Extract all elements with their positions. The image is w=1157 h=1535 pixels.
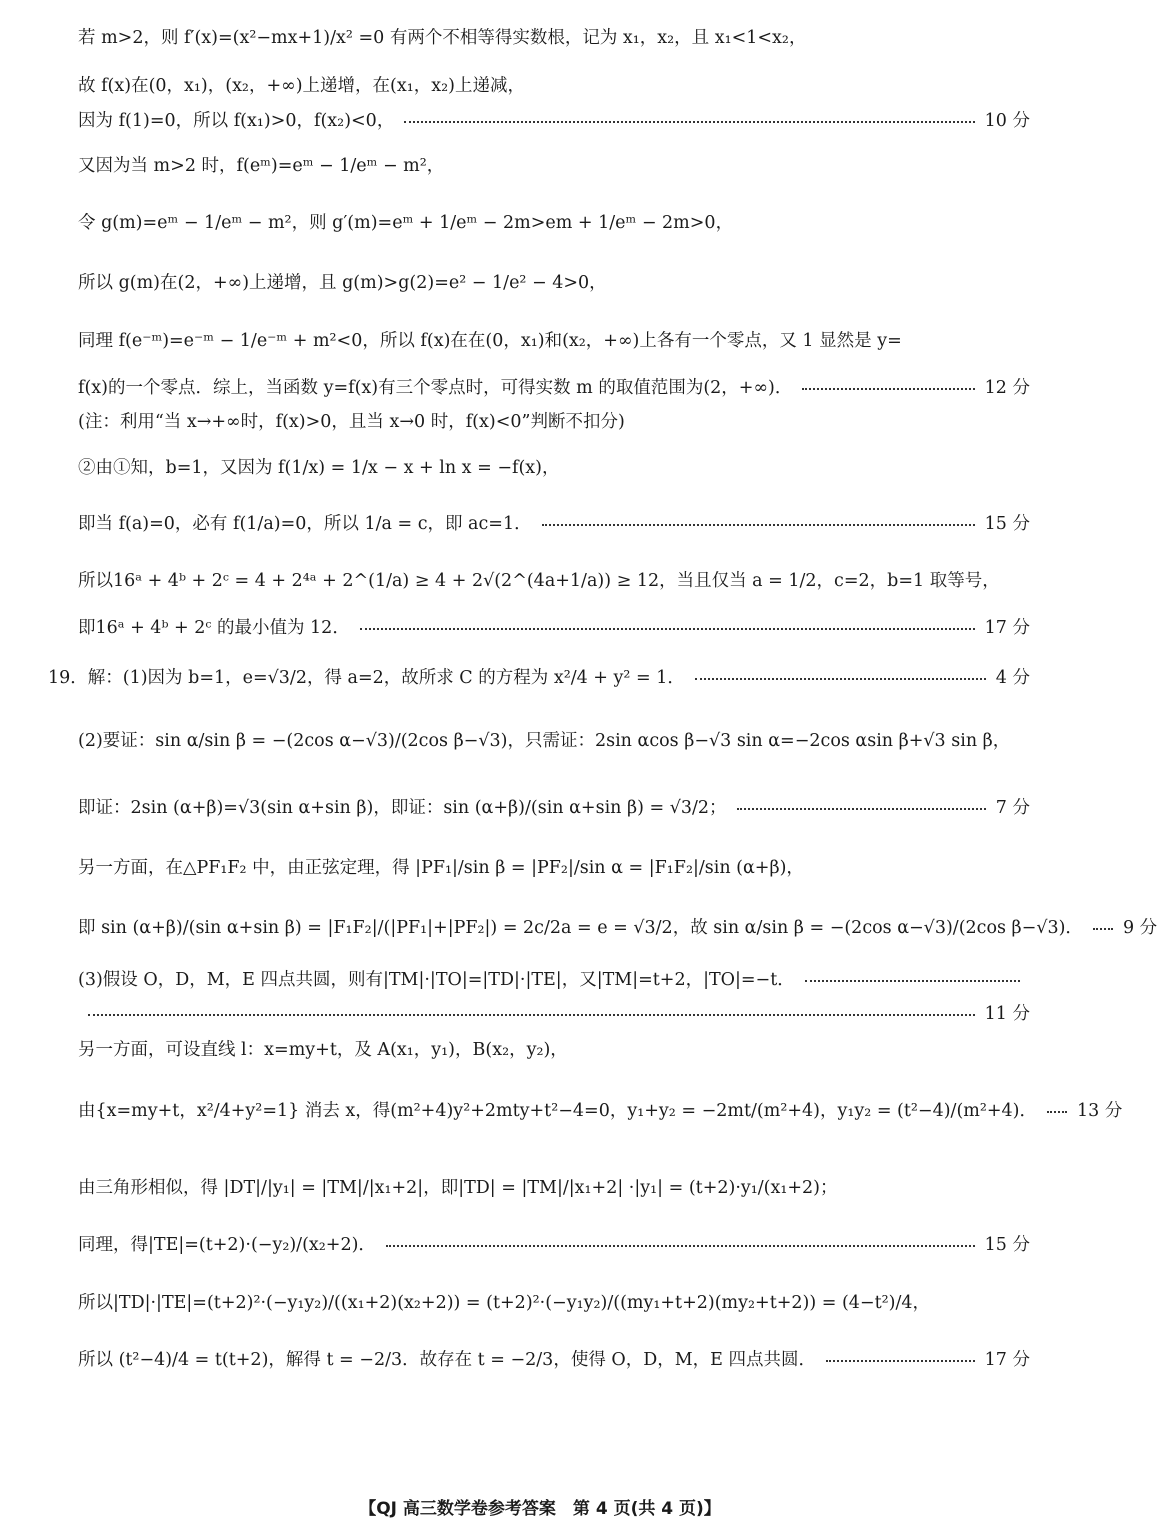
text-line bbox=[48, 670, 1030, 688]
score-label: 4 分 bbox=[995, 668, 1030, 688]
dot-leader bbox=[695, 678, 986, 680]
line-text: 同理，得|TE|=(t+2)·(−y₂)/(x₂+2)． bbox=[78, 1235, 376, 1255]
line-text: 即16ᵃ + 4ᵇ + 2ᶜ 的最小值为 12． bbox=[78, 618, 350, 638]
line-text: 19．解：(1)因为 b=1，e=√3/2，得 a=2，故所求 C 的方程为 x²/4 + y² = 1． bbox=[48, 668, 685, 688]
dot-leader bbox=[360, 628, 975, 630]
score-label: 17 分 bbox=[984, 1350, 1030, 1370]
dot-leader bbox=[542, 524, 975, 526]
line-text: 由三角形相似，得 |DT|/|y₁| = |TM|/|x₁+2|，即|TD| = |TM|/|x₁+2| ·|y₁| = (t+2)·y₁/(x₁+2)； bbox=[78, 1178, 838, 1198]
text-line bbox=[78, 1352, 1030, 1370]
text-line bbox=[78, 414, 1030, 432]
line-text: 所以 (t²−4)/4 = t(t+2)，解得 t = −2/3．故存在 t = −2/3，使得 O，D，M，E 四点共圆． bbox=[78, 1350, 817, 1370]
dot-leader bbox=[826, 1360, 975, 1362]
line-text: 即 sin (α+β)/(sin α+sin β) = |F₁F₂|/(|PF₁|+|PF₂|) = 2c/2a = e = √3/2，故 sin α/sin β = −(2cos α−√3)/(2cos β−√3)． bbox=[78, 918, 1083, 938]
text-line bbox=[78, 800, 1030, 818]
line-text: 令 g(m)=eᵐ − 1/eᵐ − m²，则 g′(m)=eᵐ + 1/eᵐ − 2m>em + 1/eᵐ − 2m>0， bbox=[78, 213, 734, 233]
line-text: 所以16ᵃ + 4ᵇ + 2ᶜ = 4 + 2⁴ᵃ + 2^(1/a) ≥ 4 + 2√(2^(4a+1/a)) ≥ 12，当且仅当 a = 1/2，c=2，b=1 取等号， bbox=[78, 571, 1000, 591]
text-line bbox=[78, 333, 1030, 351]
line-text: f(x)的一个零点．综上，当函数 y=f(x)有三个零点时，可得实数 m 的取值范围为(2，+∞)． bbox=[78, 378, 793, 398]
text-line bbox=[78, 516, 1030, 534]
dot-leader bbox=[737, 808, 986, 810]
text-line bbox=[78, 30, 1030, 48]
line-text: (注：利用“当 x→+∞时，f(x)>0，且当 x→0 时，f(x)<0”判断不扣分) bbox=[78, 412, 625, 432]
score-label: 13 分 bbox=[1077, 1101, 1123, 1121]
text-line bbox=[78, 918, 1157, 938]
text-line bbox=[78, 1042, 1030, 1060]
text-line bbox=[78, 78, 1030, 96]
line-text: 由{x=my+t，x²/4+y²=1} 消去 x，得(m²+4)y²+2mty+t²−4=0，y₁+y₂ = −2mt/(m²+4)，y₁y₂ = (t²−4)/(m²+4)． bbox=[78, 1101, 1038, 1121]
line-text: 因为 f(1)=0，所以 f(x₁)>0，f(x₂)<0， bbox=[78, 111, 395, 131]
text-line bbox=[78, 275, 1030, 293]
line-text: 另一方面，可设直线 l：x=my+t，及 A(x₁，y₁)，B(x₂，y₂)， bbox=[78, 1040, 568, 1060]
line-text: ②由①知，b=1，又因为 f(1/x) = 1/x − x + ln x = −f(x)， bbox=[78, 458, 560, 478]
page-footer: 【QJ 高三数学卷参考答案 第 4 页(共 4 页)】 bbox=[359, 1499, 721, 1519]
line-text: 又因为当 m>2 时，f(eᵐ)=eᵐ − 1/eᵐ − m²， bbox=[78, 156, 445, 176]
dot-leader bbox=[802, 388, 974, 390]
score-label: 7 分 bbox=[995, 798, 1030, 818]
line-text: 即当 f(a)=0，必有 f(1/a)=0，所以 1/a = c，即 ac=1． bbox=[78, 514, 532, 534]
text-line bbox=[78, 460, 1030, 478]
score-label: 15 分 bbox=[984, 514, 1030, 534]
text-line bbox=[78, 1295, 1030, 1313]
score-label: 9 分 bbox=[1122, 918, 1157, 938]
text-line bbox=[78, 1237, 1030, 1255]
line-text: (3)假设 O，D，M，E 四点共圆，则有|TM|·|TO|=|TD|·|TE|，又|TM|=t+2，|TO|=−t． bbox=[78, 970, 795, 990]
score-label: 10 分 bbox=[984, 111, 1030, 131]
dot-leader bbox=[1047, 1111, 1067, 1113]
text-line bbox=[78, 113, 1030, 131]
text-line bbox=[78, 573, 1030, 591]
score-label: 12 分 bbox=[984, 378, 1030, 398]
text-line bbox=[78, 860, 1030, 878]
dot-leader bbox=[805, 980, 1020, 982]
line-text: 所以 g(m)在(2，+∞)上递增，且 g(m)>g(2)=e² − 1/e² − 4>0， bbox=[78, 273, 607, 293]
dot-leader bbox=[88, 1014, 975, 1016]
text-line bbox=[78, 620, 1030, 638]
line-text: 故 f(x)在(0，x₁)，(x₂，+∞)上递增，在(x₁，x₂)上递减， bbox=[78, 76, 525, 96]
dot-leader bbox=[1093, 928, 1113, 930]
text-line bbox=[78, 1006, 1030, 1024]
text-line bbox=[78, 158, 1030, 176]
line-text: 即证：2sin (α+β)=√3(sin α+sin β)，即证：sin (α+β)/(sin α+sin β) = √3/2； bbox=[78, 798, 727, 818]
line-text: 若 m>2，则 f′(x)=(x²−mx+1)/x² =0 有两个不相等得实数根，记为 x₁，x₂，且 x₁<1<x₂， bbox=[78, 28, 807, 48]
score-label: 15 分 bbox=[984, 1235, 1030, 1255]
line-text: (2)要证：sin α/sin β = −(2cos α−√3)/(2cos β−√3)，只需证：2sin αcos β−√3 sin α=−2cos αsin β+√3 sin β， bbox=[78, 731, 1011, 751]
text-line bbox=[78, 380, 1030, 398]
line-text: 所以|TD|·|TE|=(t+2)²·(−y₁y₂)/((x₁+2)(x₂+2)) = (t+2)²·(−y₁y₂)/((my₁+t+2)(my₂+t+2)) = (4−t²)/4， bbox=[78, 1293, 930, 1313]
line-text: 另一方面，在△PF₁F₂ 中，由正弦定理，得 |PF₁|/sin β = |PF₂|/sin α = |F₁F₂|/sin (α+β)， bbox=[78, 858, 804, 878]
text-line bbox=[78, 215, 1030, 233]
score-label: 17 分 bbox=[984, 618, 1030, 638]
dot-leader bbox=[404, 121, 974, 123]
text-line bbox=[78, 972, 1030, 990]
dot-leader bbox=[386, 1245, 975, 1247]
line-text: 同理 f(e⁻ᵐ)=e⁻ᵐ − 1/e⁻ᵐ + m²<0，所以 f(x)在在(0，x₁)和(x₂，+∞)上各有一个零点，又 1 显然是 y= bbox=[78, 331, 902, 351]
text-line bbox=[78, 1180, 1030, 1198]
text-line bbox=[78, 1101, 1123, 1121]
text-line bbox=[78, 733, 1030, 751]
score-label: 11 分 bbox=[984, 1004, 1030, 1024]
